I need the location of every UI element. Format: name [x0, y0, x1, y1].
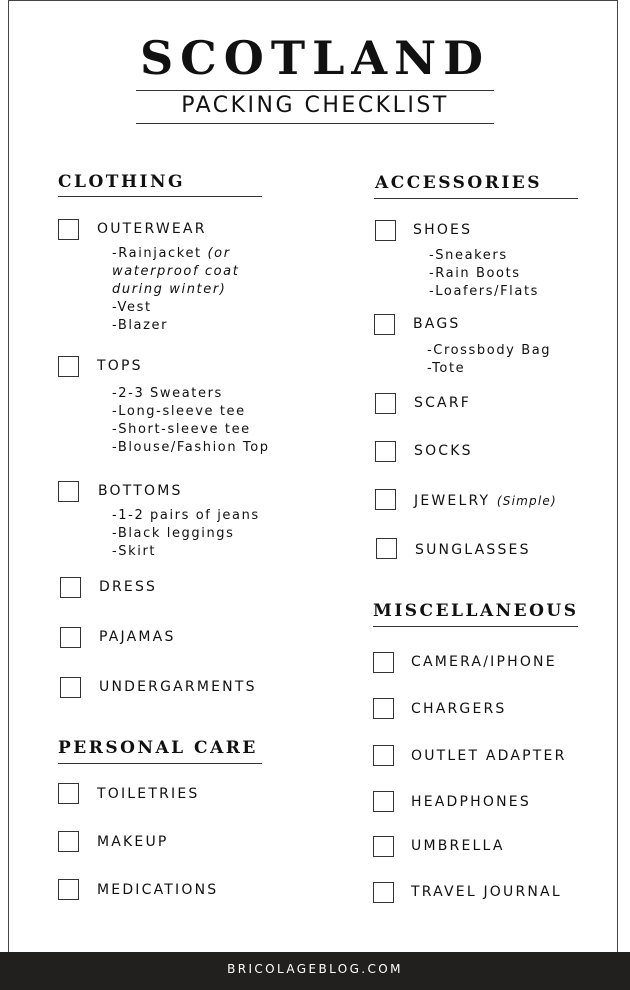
outerwear-label: OUTERWEAR	[97, 221, 207, 237]
shoes-label: SHOES	[413, 222, 473, 238]
page-frame	[8, 0, 618, 955]
page-title: SCOTLAND	[139, 31, 491, 85]
undergarments-label: UNDERGARMENTS	[99, 679, 257, 695]
bottoms-item: -Black leggings	[112, 526, 235, 541]
travel-journal-checkbox[interactable]	[373, 882, 394, 903]
jewelry-note: (Simple)	[496, 494, 557, 508]
jewelry-checkbox[interactable]	[375, 489, 396, 510]
dress-checkbox[interactable]	[60, 577, 81, 598]
sunglasses-checkbox[interactable]	[376, 538, 397, 559]
bottoms-item: -1-2 pairs of jeans	[112, 508, 260, 523]
miscellaneous-heading: MISCELLANEOUS	[373, 601, 579, 621]
medications-checkbox[interactable]	[58, 879, 79, 900]
accessories-heading: ACCESSORIES	[375, 173, 543, 193]
tops-item: -Blouse/Fashion Top	[112, 440, 270, 455]
scarf-label: SCARF	[414, 395, 472, 411]
footer-link[interactable]: BRICOLAGEBLOG.COM	[227, 962, 403, 976]
undergarments-checkbox[interactable]	[60, 677, 81, 698]
outerwear-checkbox[interactable]	[58, 219, 79, 240]
bags-checkbox[interactable]	[374, 314, 395, 335]
scarf-checkbox[interactable]	[375, 393, 396, 414]
medications-label: MEDICATIONS	[97, 882, 219, 898]
tops-checkbox[interactable]	[58, 356, 79, 377]
shoes-checkbox[interactable]	[375, 220, 396, 241]
pajamas-label: PAJAMAS	[99, 629, 176, 645]
chargers-label: CHARGERS	[411, 701, 507, 717]
camera-label: CAMERA/IPHONE	[411, 654, 557, 670]
bottoms-label: BOTTOMS	[98, 483, 183, 499]
outlet-adapter-label: OUTLET ADAPTER	[411, 748, 567, 764]
travel-journal-label: TRAVEL JOURNAL	[411, 884, 562, 900]
socks-label: SOCKS	[414, 443, 473, 459]
outerwear-item: -Vest	[112, 300, 152, 315]
socks-checkbox[interactable]	[375, 441, 396, 462]
outerwear-item: waterproof coat	[112, 264, 240, 279]
tops-label: TOPS	[97, 358, 143, 374]
page-subtitle: PACKING CHECKLIST	[181, 93, 449, 118]
bags-item: -Tote	[427, 361, 466, 376]
toiletries-checkbox[interactable]	[58, 783, 79, 804]
clothing-heading: CLOTHING	[58, 172, 186, 192]
title-rule-bottom	[136, 123, 494, 124]
shoes-item: -Loafers/Flats	[429, 284, 540, 299]
toiletries-label: TOILETRIES	[97, 786, 200, 802]
umbrella-label: UMBRELLA	[411, 838, 505, 854]
umbrella-checkbox[interactable]	[373, 836, 394, 857]
tops-item: -Short-sleeve tee	[112, 422, 251, 437]
shoes-item: -Rain Boots	[429, 266, 521, 281]
personal-care-heading-rule	[58, 763, 262, 764]
clothing-heading-rule	[58, 196, 262, 197]
headphones-label: HEADPHONES	[411, 794, 531, 810]
outerwear-item: -Blazer	[112, 318, 169, 333]
bottoms-item: -Skirt	[112, 544, 157, 559]
pajamas-checkbox[interactable]	[60, 627, 81, 648]
headphones-checkbox[interactable]	[373, 791, 394, 812]
sunglasses-label: SUNGLASSES	[415, 542, 531, 558]
shoes-item: -Sneakers	[429, 248, 508, 263]
makeup-checkbox[interactable]	[58, 831, 79, 852]
outlet-adapter-checkbox[interactable]	[373, 745, 394, 766]
chargers-checkbox[interactable]	[373, 698, 394, 719]
accessories-heading-rule	[374, 198, 578, 199]
tops-item: -2-3 Sweaters	[112, 386, 223, 401]
camera-checkbox[interactable]	[373, 652, 394, 673]
dress-label: DRESS	[99, 579, 158, 595]
outerwear-item: -Rainjacket (or	[112, 246, 231, 261]
jewelry-label: JEWELRY (Simple)	[414, 493, 557, 509]
bags-label: BAGS	[413, 316, 461, 332]
personal-care-heading: PERSONAL CARE	[58, 738, 258, 758]
bottoms-checkbox[interactable]	[58, 481, 79, 502]
outerwear-item: during winter)	[112, 282, 227, 297]
makeup-label: MAKEUP	[97, 834, 169, 850]
bags-item: -Crossbody Bag	[427, 343, 552, 358]
miscellaneous-heading-rule	[373, 626, 578, 627]
tops-item: -Long-sleeve tee	[112, 404, 246, 419]
